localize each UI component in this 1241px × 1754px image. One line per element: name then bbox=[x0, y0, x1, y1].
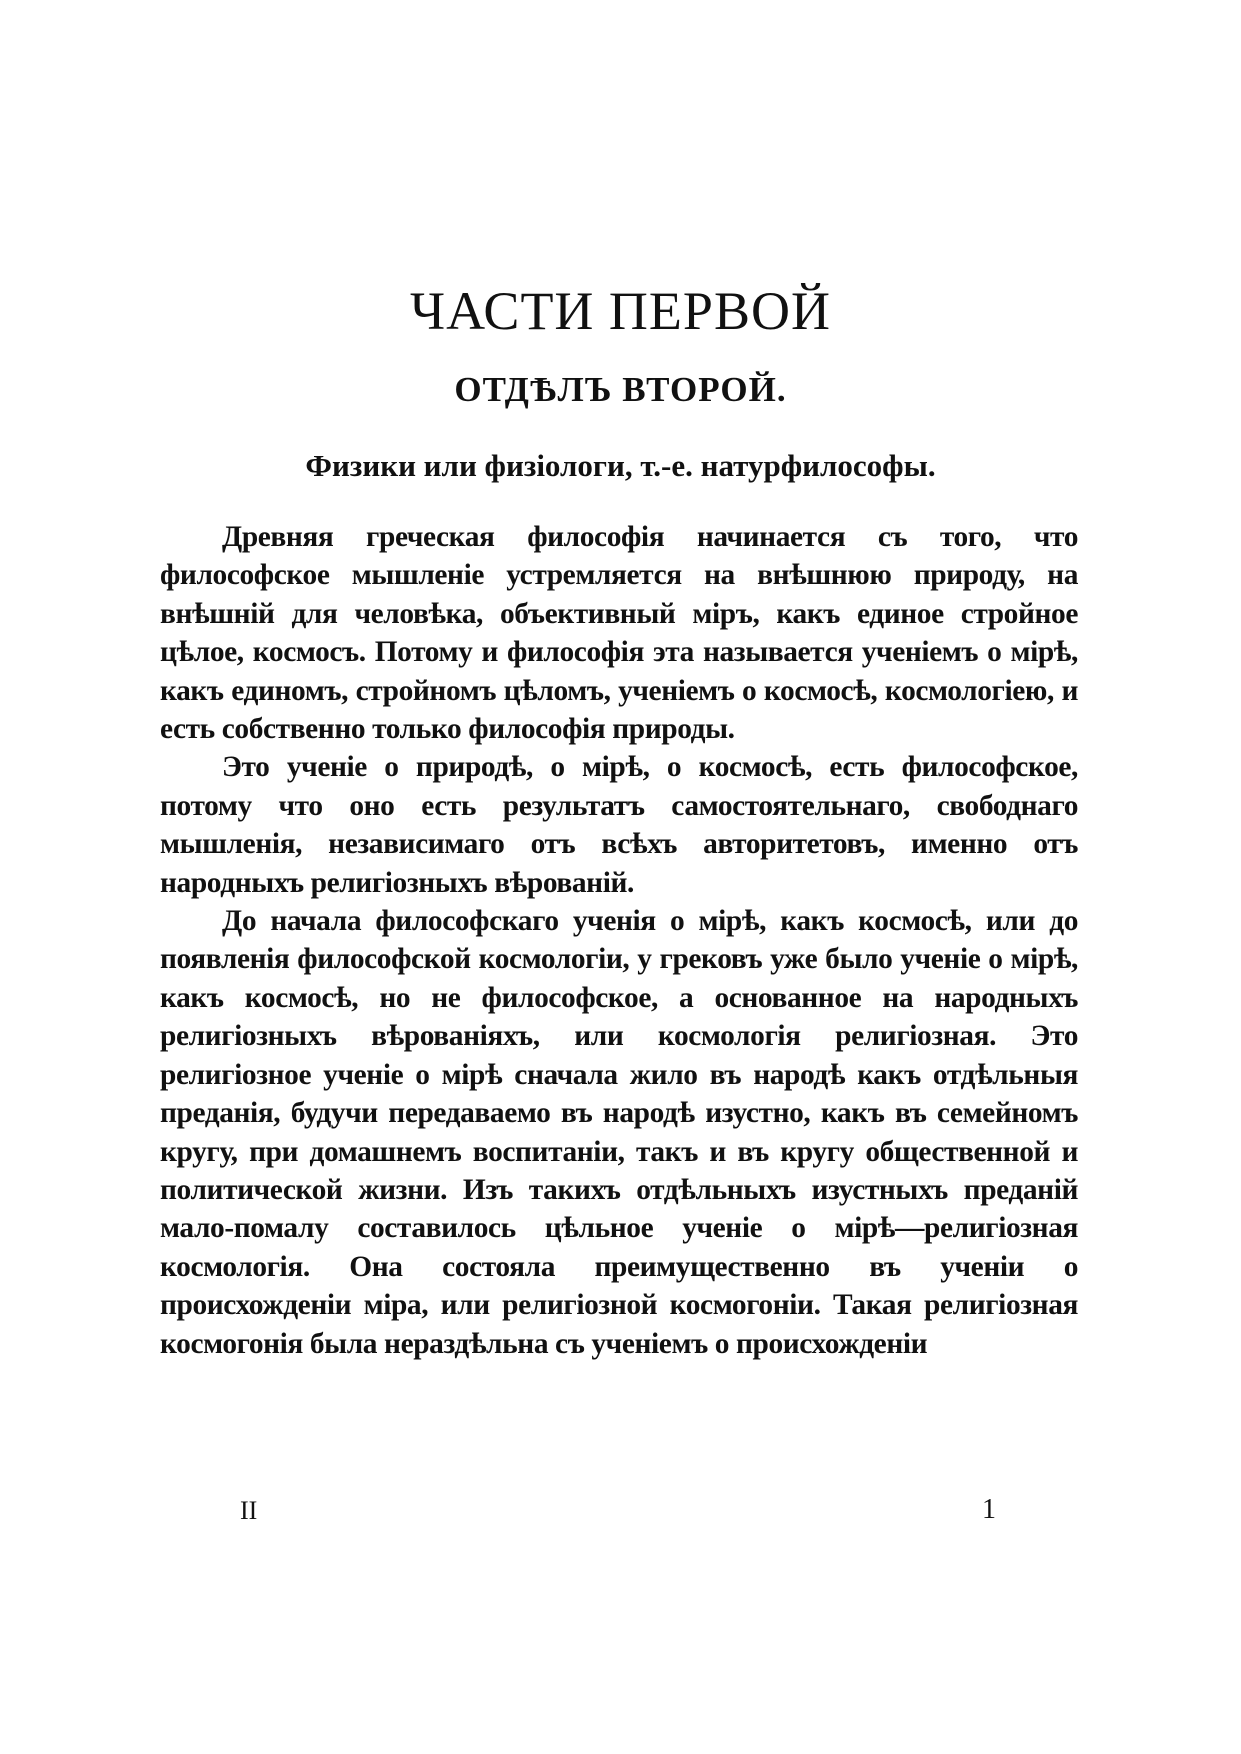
paragraph-3: До начала философскаго ученiя о мiрѣ, какъ космосѣ, или до появленiя философской космологiи, у грековъ уже было ученiе о мiрѣ, какъ космосѣ, но не философское, а основанное на народныхъ религiозныхъ вѣрованiяхъ, или космологiя религiозная. Это религiозное ученiе о мiрѣ сначала жило въ народѣ какъ отдѣльныя преданiя, будучи передаваемо въ народѣ изустно, какъ въ семейномъ кругу, при домашнемъ воспитанiи, такъ и въ кругу общественной и политической жизни. Изъ такихъ отдѣльныхъ изустныхъ преданiй мало-помалу составилось цѣльное ученiе о мiрѣ—религiозная космологiя. Она состояла преимущественно въ ученiи о происхожденiи мiра, или религiозной космогонiи. Такая религiозная космогонiя была нераздѣльна съ ученiемъ о происхожденiи bbox=[160, 905, 1078, 1360]
chapter-subtitle: Физики или физiологи, т.-е. натурфилософы. bbox=[305, 448, 936, 483]
part-title: ЧАСТИ ПЕРВОЙ bbox=[410, 281, 831, 341]
paragraph-1: Древняя греческая философiя начинается съ того, что философское мышленiе устремляется на внѣшнюю природу, на внѣшнiй для человѣка, объективный мiръ, какъ единое стройное цѣлое, космосъ. Потому и философiя эта называется ученiемъ о мiрѣ, какъ единомъ, стройномъ цѣломъ, ученiемъ о космосѣ, космологiею, и есть собственно только философiя природы. bbox=[160, 521, 1078, 746]
body-text bbox=[160, 518, 1078, 1363]
section-title: ОТДѢЛЪ ВТОРОЙ. bbox=[454, 370, 787, 409]
signature-mark: II bbox=[240, 1496, 258, 1525]
paragraph-2: Это ученiе о природѣ, о мiрѣ, о космосѣ, есть философское, потому что оно есть результатъ самостоятельнаго, свободнаго мышленiя, независимаго отъ всѣхъ авторитетовъ, именно отъ народныхъ религiозныхъ вѣрованiй. bbox=[160, 751, 1078, 899]
page-number: 1 bbox=[982, 1494, 996, 1525]
